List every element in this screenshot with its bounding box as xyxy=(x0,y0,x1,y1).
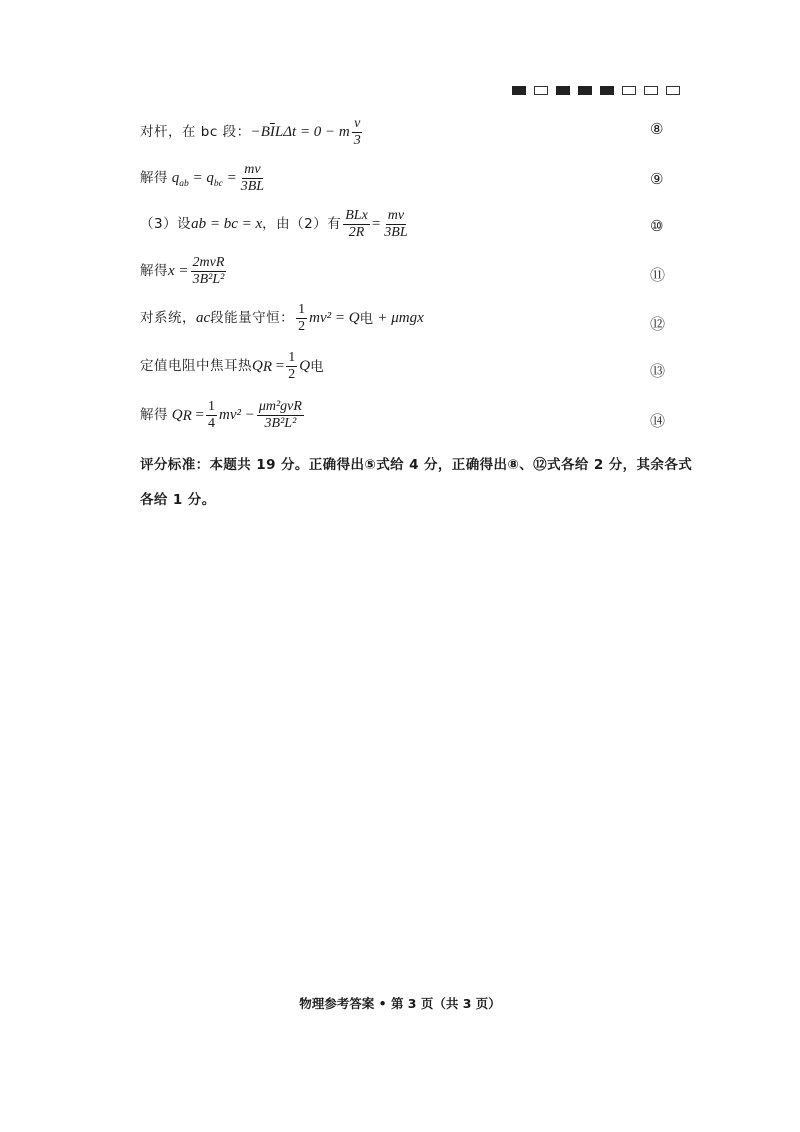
subscript: bc xyxy=(213,179,223,190)
equation xyxy=(374,311,424,326)
header-marks xyxy=(512,86,680,95)
denominator: 2 xyxy=(298,319,306,335)
equation-line-11 xyxy=(140,255,670,288)
symbol: Q xyxy=(299,358,311,375)
symbol xyxy=(168,408,183,423)
line-text: ，由（2）有 xyxy=(262,215,342,232)
equation-number: ⑧ xyxy=(650,120,664,138)
fraction xyxy=(257,399,304,432)
page-footer: 物理参考答案 • 第 3 页（共 3 页） xyxy=(299,996,501,1011)
subscript: ab xyxy=(179,179,189,190)
fraction xyxy=(239,162,266,195)
equation-number: ⑨ xyxy=(650,170,664,188)
line-text: 对杆，在 bc 段： xyxy=(140,123,251,140)
line-text: （3）设 xyxy=(140,215,192,232)
equation-number: ⑬ xyxy=(650,362,666,380)
fraction xyxy=(296,302,307,335)
numerator: v xyxy=(352,116,362,133)
symbol-q: Q xyxy=(171,407,183,424)
numerator: mv xyxy=(386,208,406,225)
header-mark xyxy=(512,86,526,95)
numerator: 1 xyxy=(286,350,297,367)
equation-line-14: 解得 Q R = $\frac{1}{4}$ mv² − $\frac{\text{μm²gvR}}{\text{3B²L²}}$ xyxy=(140,399,302,432)
fraction xyxy=(191,255,227,288)
equation: $-B\overline{I}L\Delta t = 0 - m$ xyxy=(250,124,350,141)
equation: mv² − xyxy=(218,407,255,424)
equation-line-13: 定值电阻中焦耳热 Q R = $\frac{1}{2}$ Q 电 xyxy=(140,350,325,383)
equals-sign: = xyxy=(272,358,285,375)
symbol: q xyxy=(171,170,180,187)
fraction xyxy=(286,350,297,383)
equation: x = xyxy=(168,263,189,280)
fraction xyxy=(382,208,409,241)
fraction xyxy=(206,399,217,432)
header-mark xyxy=(622,86,636,95)
denominator: 3 xyxy=(353,133,361,149)
denominator: 2 xyxy=(288,367,296,383)
header-mark xyxy=(578,86,592,95)
equation-line-10 xyxy=(140,208,670,241)
numerator: 1 xyxy=(296,302,307,319)
equation: mv² = Q xyxy=(309,310,360,327)
numerator: μm²gvR xyxy=(257,399,304,416)
denominator: 4 xyxy=(207,416,215,432)
term: + μmgx xyxy=(377,310,424,327)
equation-line-8 xyxy=(140,116,670,149)
line-text: 解得 xyxy=(140,406,168,423)
line-text: 定值电阻中焦耳热 xyxy=(140,357,252,374)
equation: ab = bc = x xyxy=(191,216,263,233)
line-text: 解得 xyxy=(140,169,168,186)
header-mark xyxy=(556,86,570,95)
equals-sign: = xyxy=(191,407,204,424)
line-text: 段能量守恒： xyxy=(210,309,295,326)
fraction xyxy=(343,208,370,241)
equation-number: ⑫ xyxy=(650,315,666,333)
symbol: Q xyxy=(252,358,263,375)
denominator: 3B²L² xyxy=(192,272,225,288)
numerator: 1 xyxy=(206,399,217,416)
equation-line-12: 对系统， ac 段能量守恒： $\frac{1}{2}$ mv² = Q 电 + μmgx xyxy=(140,302,424,335)
numerator: mv xyxy=(242,162,262,179)
scoring-standard xyxy=(140,448,700,518)
denominator: 2R xyxy=(348,225,365,241)
equation-number: ⑩ xyxy=(650,217,664,235)
fraction xyxy=(352,116,363,149)
header-mark xyxy=(666,86,680,95)
equals-sign: = xyxy=(371,216,381,233)
header-mark xyxy=(644,86,658,95)
header-mark xyxy=(534,86,548,95)
variable: ac xyxy=(196,310,211,327)
denominator: 3BL xyxy=(384,225,408,241)
numerator: 2mvR xyxy=(191,255,227,272)
header-mark xyxy=(600,86,614,95)
scoring-line: 评分标准：本题共 19 分。正确得出⑤式给 4 分，正确得出⑧、⑫式各给 2 分，其余各式 xyxy=(140,457,693,473)
scoring-line: 各给 1 分。 xyxy=(140,492,216,508)
equation-number: ⑭ xyxy=(650,412,666,430)
line-text: 解得 xyxy=(140,262,168,279)
symbol: q xyxy=(206,170,214,187)
denominator: 3BL xyxy=(240,179,265,195)
equation-line-9 xyxy=(140,162,670,195)
equation-number: ⑪ xyxy=(650,266,666,284)
equation: $q_{ab} = q_{bc}$ = xyxy=(171,170,237,190)
denominator: 3B²L² xyxy=(264,416,297,432)
numerator: BLx xyxy=(343,208,370,225)
line-text: 对系统， xyxy=(140,309,196,326)
